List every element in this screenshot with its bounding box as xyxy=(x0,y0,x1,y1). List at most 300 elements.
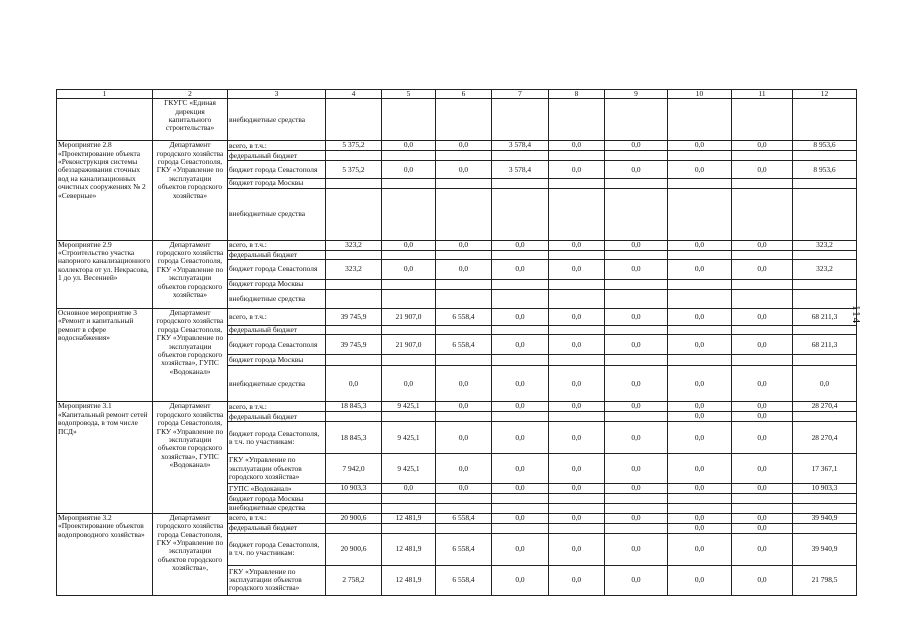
amount-cell xyxy=(793,326,857,335)
page-number: 114 xyxy=(850,305,862,325)
amount-cell xyxy=(436,523,492,533)
amount-cell xyxy=(605,179,668,188)
amount-cell: 0,0 xyxy=(436,484,492,494)
amount-cell: 0,0 xyxy=(382,260,436,280)
column-number-5: 5 xyxy=(382,90,436,99)
amount-cell xyxy=(732,504,793,513)
amount-cell: 9 425,1 xyxy=(382,422,436,454)
amount-cell: 3 578,4 xyxy=(492,161,549,179)
funding-source-cell: ГУПС «Водоканал» xyxy=(228,484,326,494)
column-number-8: 8 xyxy=(549,90,605,99)
funding-source-cell: федеральный бюджет xyxy=(228,151,326,161)
funding-source-cell: федеральный бюджет xyxy=(228,326,326,335)
amount-cell xyxy=(326,355,382,366)
amount-cell xyxy=(492,412,549,422)
amount-cell: 0,0 xyxy=(732,412,793,422)
amount-cell xyxy=(605,188,668,240)
amount-cell xyxy=(436,326,492,335)
amount-cell: 8 953,6 xyxy=(793,161,857,179)
amount-cell: 28 270,4 xyxy=(793,422,857,454)
funding-source-cell: бюджет города Москвы xyxy=(228,355,326,366)
table-row xyxy=(57,240,857,250)
amount-cell: 39 940,9 xyxy=(793,533,857,565)
amount-cell xyxy=(436,188,492,240)
amount-cell xyxy=(668,250,732,259)
amount-cell: 0,0 xyxy=(605,260,668,280)
amount-cell: 0,0 xyxy=(492,240,549,250)
funding-source-cell: внебюджетные средства xyxy=(228,290,326,309)
amount-cell xyxy=(492,290,549,309)
amount-cell xyxy=(549,179,605,188)
amount-cell: 20 900,6 xyxy=(326,513,382,523)
funding-source-cell: федеральный бюджет xyxy=(228,412,326,422)
amount-cell xyxy=(793,523,857,533)
amount-cell: 0,0 xyxy=(732,161,793,179)
amount-cell: 0,0 xyxy=(549,309,605,326)
amount-cell xyxy=(793,151,857,161)
activity-name-cell: Мероприятие 2.8 «Проектирование объекта «Реконструкция системы обеззараживания сточных вод на канализационных очистных сооружениях № 2 «Северные» xyxy=(57,141,153,240)
activity-name-cell: Мероприятие 2.9 «Строительство участка напорного канализационного коллектора от ул. Некрасова, 1 до ул. Весенней» xyxy=(57,240,153,308)
amount-cell: 39 745,9 xyxy=(326,309,382,326)
amount-cell: 0,0 xyxy=(436,141,492,151)
funding-source-cell: федеральный бюджет xyxy=(228,250,326,259)
funding-source-cell: внебюджетные средства xyxy=(228,504,326,513)
amount-cell xyxy=(668,326,732,335)
amount-cell: 0,0 xyxy=(492,402,549,412)
amount-cell xyxy=(793,504,857,513)
amount-cell xyxy=(549,280,605,290)
amount-cell: 28 270,4 xyxy=(793,402,857,412)
amount-cell: 0,0 xyxy=(382,484,436,494)
amount-cell: 0,0 xyxy=(668,260,732,280)
amount-cell: 0,0 xyxy=(605,484,668,494)
amount-cell: 0,0 xyxy=(549,422,605,454)
amount-cell xyxy=(326,188,382,240)
amount-cell xyxy=(668,280,732,290)
amount-cell: 7 942,0 xyxy=(326,454,382,484)
amount-cell: 0,0 xyxy=(492,533,549,565)
amount-cell: 0,0 xyxy=(605,402,668,412)
amount-cell xyxy=(605,99,668,141)
amount-cell xyxy=(382,99,436,141)
column-number-header-row xyxy=(57,90,857,99)
amount-cell xyxy=(436,494,492,504)
amount-cell: 0,0 xyxy=(668,412,732,422)
column-number-2: 2 xyxy=(153,90,228,99)
amount-cell xyxy=(549,504,605,513)
amount-cell: 0,0 xyxy=(605,513,668,523)
column-number-10: 10 xyxy=(668,90,732,99)
amount-cell: 9 425,1 xyxy=(382,454,436,484)
table-row xyxy=(57,309,857,326)
amount-cell: 68 211,3 xyxy=(793,335,857,355)
amount-cell xyxy=(492,179,549,188)
activity-name-cell: Мероприятие 3.2 «Проектирование объектов водопроводного хозяйства» xyxy=(57,513,153,595)
column-number-7: 7 xyxy=(492,90,549,99)
column-number-12: 12 xyxy=(793,90,857,99)
budget-table xyxy=(56,89,857,596)
amount-cell xyxy=(436,151,492,161)
amount-cell xyxy=(668,355,732,366)
amount-cell xyxy=(492,504,549,513)
amount-cell: 8 953,6 xyxy=(793,141,857,151)
funding-source-cell: всего, в т.ч.: xyxy=(228,309,326,326)
amount-cell: 0,0 xyxy=(436,454,492,484)
amount-cell: 323,2 xyxy=(326,260,382,280)
amount-cell xyxy=(549,494,605,504)
amount-cell xyxy=(732,188,793,240)
amount-cell: 12 481,9 xyxy=(382,533,436,565)
amount-cell: 0,0 xyxy=(668,523,732,533)
amount-cell xyxy=(436,355,492,366)
amount-cell xyxy=(549,151,605,161)
amount-cell xyxy=(793,494,857,504)
amount-cell xyxy=(382,355,436,366)
amount-cell xyxy=(793,188,857,240)
amount-cell: 0,0 xyxy=(668,533,732,565)
funding-source-cell: бюджет города Севастополя, в т.ч. по участникам: xyxy=(228,422,326,454)
amount-cell: 0,0 xyxy=(382,240,436,250)
funding-source-cell: всего, в т.ч.: xyxy=(228,402,326,412)
amount-cell: 6 558,4 xyxy=(436,309,492,326)
amount-cell: 0,0 xyxy=(668,309,732,326)
amount-cell: 0,0 xyxy=(436,240,492,250)
amount-cell: 0,0 xyxy=(492,454,549,484)
responsible-executor-cell: Департамент городского хозяйства города Севастополя, ГКУ «Управление по эксплуатации объектов городского хозяйства» xyxy=(153,141,228,240)
amount-cell xyxy=(605,504,668,513)
amount-cell: 0,0 xyxy=(605,141,668,151)
amount-cell: 0,0 xyxy=(549,533,605,565)
amount-cell xyxy=(549,99,605,141)
amount-cell: 0,0 xyxy=(668,335,732,355)
amount-cell: 0,0 xyxy=(605,533,668,565)
funding-source-cell: бюджет города Севастополя, в т.ч. по участникам: xyxy=(228,533,326,565)
funding-source-cell: бюджет города Москвы xyxy=(228,280,326,290)
amount-cell: 323,2 xyxy=(793,260,857,280)
amount-cell xyxy=(605,523,668,533)
amount-cell xyxy=(605,151,668,161)
amount-cell xyxy=(668,188,732,240)
amount-cell xyxy=(668,151,732,161)
amount-cell xyxy=(605,326,668,335)
amount-cell xyxy=(492,151,549,161)
funding-source-cell: внебюджетные средства xyxy=(228,366,326,402)
amount-cell: 0,0 xyxy=(732,513,793,523)
table-body xyxy=(57,90,857,596)
amount-cell xyxy=(382,280,436,290)
amount-cell: 18 845,3 xyxy=(326,402,382,412)
amount-cell xyxy=(492,523,549,533)
funding-source-cell: федеральный бюджет xyxy=(228,523,326,533)
amount-cell: 0,0 xyxy=(436,422,492,454)
amount-cell: 21 798,5 xyxy=(793,565,857,595)
amount-cell: 3 578,4 xyxy=(492,141,549,151)
funding-source-cell: всего, в т.ч.: xyxy=(228,513,326,523)
amount-cell: 323,2 xyxy=(326,240,382,250)
amount-cell: 21 907,0 xyxy=(382,309,436,326)
amount-cell: 68 211,3 xyxy=(793,309,857,326)
amount-cell: 21 907,0 xyxy=(382,335,436,355)
amount-cell xyxy=(549,290,605,309)
amount-cell xyxy=(605,250,668,259)
funding-source-cell: бюджет города Севастополя xyxy=(228,161,326,179)
amount-cell: 0,0 xyxy=(549,454,605,484)
activity-name-cell: Мероприятие 3.1 «Капитальный ремонт сетей водопровода, в том числе ПСД» xyxy=(57,402,153,513)
amount-cell xyxy=(436,179,492,188)
amount-cell xyxy=(668,504,732,513)
amount-cell: 12 481,9 xyxy=(382,513,436,523)
amount-cell: 0,0 xyxy=(549,484,605,494)
amount-cell: 0,0 xyxy=(326,366,382,402)
amount-cell xyxy=(326,250,382,259)
column-number-6: 6 xyxy=(436,90,492,99)
amount-cell: 0,0 xyxy=(605,565,668,595)
amount-cell: 9 425,1 xyxy=(382,402,436,412)
column-number-9: 9 xyxy=(605,90,668,99)
amount-cell: 0,0 xyxy=(732,240,793,250)
column-number-1: 1 xyxy=(57,90,153,99)
amount-cell: 0,0 xyxy=(492,422,549,454)
amount-cell xyxy=(382,494,436,504)
amount-cell: 0,0 xyxy=(668,402,732,412)
amount-cell xyxy=(668,290,732,309)
amount-cell: 0,0 xyxy=(732,454,793,484)
amount-cell xyxy=(382,412,436,422)
amount-cell xyxy=(436,280,492,290)
amount-cell: 0,0 xyxy=(549,260,605,280)
amount-cell: 0,0 xyxy=(732,484,793,494)
amount-cell: 0,0 xyxy=(549,565,605,595)
amount-cell xyxy=(732,355,793,366)
amount-cell xyxy=(436,250,492,259)
amount-cell xyxy=(326,494,382,504)
amount-cell xyxy=(326,412,382,422)
funding-source-cell: бюджет города Москвы xyxy=(228,179,326,188)
amount-cell xyxy=(668,179,732,188)
funding-source-cell: ГКУ «Управление по эксплуатации объектов городского хозяйства» xyxy=(228,565,326,595)
amount-cell xyxy=(382,523,436,533)
amount-cell xyxy=(326,280,382,290)
amount-cell: 0,0 xyxy=(793,366,857,402)
amount-cell: 12 481,9 xyxy=(382,565,436,595)
amount-cell: 0,0 xyxy=(492,565,549,595)
amount-cell: 0,0 xyxy=(605,240,668,250)
amount-cell: 0,0 xyxy=(668,565,732,595)
amount-cell xyxy=(668,99,732,141)
amount-cell: 0,0 xyxy=(668,141,732,151)
amount-cell xyxy=(436,504,492,513)
amount-cell xyxy=(793,280,857,290)
funding-source-cell: всего, в т.ч.: xyxy=(228,141,326,151)
amount-cell xyxy=(605,412,668,422)
funding-source-cell: всего, в т.ч.: xyxy=(228,240,326,250)
funding-source-cell: внебюджетные средства xyxy=(228,99,326,141)
amount-cell xyxy=(732,250,793,259)
amount-cell: 6 558,4 xyxy=(436,533,492,565)
amount-cell: 10 903,3 xyxy=(326,484,382,494)
amount-cell: 0,0 xyxy=(382,366,436,402)
amount-cell xyxy=(382,151,436,161)
table-row xyxy=(57,99,857,141)
amount-cell xyxy=(326,99,382,141)
amount-cell xyxy=(492,494,549,504)
amount-cell: 10 903,3 xyxy=(793,484,857,494)
amount-cell xyxy=(492,280,549,290)
table-row xyxy=(57,513,857,523)
responsible-executor-cell: Департамент городского хозяйства города Севастополя, ГКУ «Управление по эксплуатации объектов городского хозяйства», ГУПС «Водоканал» xyxy=(153,402,228,513)
amount-cell: 0,0 xyxy=(492,335,549,355)
amount-cell: 5 375,2 xyxy=(326,141,382,151)
amount-cell: 0,0 xyxy=(549,161,605,179)
amount-cell xyxy=(732,326,793,335)
amount-cell xyxy=(605,290,668,309)
responsible-executor-cell: Департамент городского хозяйства города Севастополя, ГКУ «Управление по эксплуатации объектов городского хозяйства» xyxy=(153,240,228,308)
table-row xyxy=(57,402,857,412)
amount-cell: 0,0 xyxy=(492,309,549,326)
amount-cell: 0,0 xyxy=(549,402,605,412)
amount-cell: 0,0 xyxy=(605,161,668,179)
amount-cell xyxy=(605,280,668,290)
amount-cell: 0,0 xyxy=(732,366,793,402)
amount-cell xyxy=(732,179,793,188)
amount-cell: 0,0 xyxy=(549,335,605,355)
column-number-3: 3 xyxy=(228,90,326,99)
amount-cell xyxy=(793,412,857,422)
amount-cell: 0,0 xyxy=(732,422,793,454)
amount-cell: 0,0 xyxy=(605,366,668,402)
amount-cell: 0,0 xyxy=(668,513,732,523)
column-number-4: 4 xyxy=(326,90,382,99)
amount-cell: 0,0 xyxy=(492,484,549,494)
amount-cell: 0,0 xyxy=(732,533,793,565)
amount-cell xyxy=(549,188,605,240)
amount-cell: 0,0 xyxy=(436,402,492,412)
amount-cell xyxy=(793,99,857,141)
amount-cell: 0,0 xyxy=(605,309,668,326)
amount-cell xyxy=(549,523,605,533)
amount-cell: 17 367,1 xyxy=(793,454,857,484)
amount-cell xyxy=(382,250,436,259)
amount-cell xyxy=(436,290,492,309)
amount-cell: 0,0 xyxy=(732,335,793,355)
amount-cell: 6 558,4 xyxy=(436,335,492,355)
amount-cell xyxy=(605,494,668,504)
amount-cell: 0,0 xyxy=(492,513,549,523)
responsible-executor-cell: ГКУГС «Единая дирекция капитального строительства» xyxy=(153,99,228,141)
amount-cell: 0,0 xyxy=(732,309,793,326)
column-number-11: 11 xyxy=(732,90,793,99)
amount-cell xyxy=(732,290,793,309)
amount-cell xyxy=(326,504,382,513)
amount-cell xyxy=(492,355,549,366)
amount-cell: 18 845,3 xyxy=(326,422,382,454)
amount-cell xyxy=(732,494,793,504)
funding-source-cell: ГКУ «Управление по эксплуатации объектов городского хозяйства» xyxy=(228,454,326,484)
amount-cell: 0,0 xyxy=(436,366,492,402)
amount-cell xyxy=(382,504,436,513)
amount-cell: 0,0 xyxy=(492,366,549,402)
amount-cell xyxy=(326,179,382,188)
amount-cell xyxy=(549,326,605,335)
amount-cell xyxy=(382,179,436,188)
funding-source-cell: внебюджетные средства xyxy=(228,188,326,240)
amount-cell: 0,0 xyxy=(732,141,793,151)
amount-cell xyxy=(793,355,857,366)
amount-cell: 0,0 xyxy=(549,366,605,402)
funding-source-cell: бюджет города Москвы xyxy=(228,494,326,504)
amount-cell xyxy=(382,290,436,309)
amount-cell xyxy=(492,188,549,240)
amount-cell: 0,0 xyxy=(605,454,668,484)
responsible-executor-cell: Департамент городского хозяйства города Севастополя, ГКУ «Управление по эксплуатации объектов городского хозяйства», xyxy=(153,513,228,595)
amount-cell xyxy=(492,99,549,141)
funding-source-cell: бюджет города Севастополя xyxy=(228,335,326,355)
amount-cell: 39 745,9 xyxy=(326,335,382,355)
amount-cell xyxy=(793,250,857,259)
amount-cell xyxy=(793,179,857,188)
amount-cell: 20 900,6 xyxy=(326,533,382,565)
funding-source-cell: бюджет города Севастополя xyxy=(228,260,326,280)
amount-cell xyxy=(793,290,857,309)
amount-cell xyxy=(549,412,605,422)
amount-cell xyxy=(382,188,436,240)
amount-cell: 0,0 xyxy=(549,141,605,151)
activity-name-cell: Основное мероприятие 3 «Ремонт и капитальный ремонт в сфере водоснабжения» xyxy=(57,309,153,402)
amount-cell xyxy=(732,151,793,161)
amount-cell: 0,0 xyxy=(492,260,549,280)
amount-cell: 0,0 xyxy=(382,161,436,179)
amount-cell: 0,0 xyxy=(732,565,793,595)
amount-cell: 0,0 xyxy=(668,484,732,494)
amount-cell xyxy=(668,494,732,504)
amount-cell xyxy=(605,355,668,366)
amount-cell xyxy=(436,99,492,141)
responsible-executor-cell: Департамент городского хозяйства города Севастополя, ГКУ «Управление по эксплуатации объектов городского хозяйства», ГУПС «Водоканал» xyxy=(153,309,228,402)
amount-cell xyxy=(326,290,382,309)
amount-cell xyxy=(326,326,382,335)
amount-cell xyxy=(732,99,793,141)
amount-cell: 0,0 xyxy=(436,161,492,179)
amount-cell xyxy=(436,412,492,422)
amount-cell: 0,0 xyxy=(668,366,732,402)
amount-cell: 0,0 xyxy=(668,240,732,250)
amount-cell: 0,0 xyxy=(549,240,605,250)
amount-cell: 0,0 xyxy=(668,161,732,179)
amount-cell xyxy=(326,151,382,161)
amount-cell: 0,0 xyxy=(732,402,793,412)
table-row xyxy=(57,141,857,151)
amount-cell xyxy=(549,250,605,259)
amount-cell xyxy=(382,326,436,335)
amount-cell xyxy=(492,326,549,335)
amount-cell: 0,0 xyxy=(605,422,668,454)
amount-cell: 39 940,9 xyxy=(793,513,857,523)
amount-cell: 0,0 xyxy=(436,260,492,280)
amount-cell: 0,0 xyxy=(549,513,605,523)
amount-cell: 5 375,2 xyxy=(326,161,382,179)
amount-cell: 0,0 xyxy=(732,523,793,533)
amount-cell: 0,0 xyxy=(605,335,668,355)
amount-cell: 6 558,4 xyxy=(436,513,492,523)
activity-name-cell xyxy=(57,99,153,141)
amount-cell xyxy=(326,523,382,533)
amount-cell xyxy=(492,250,549,259)
amount-cell: 0,0 xyxy=(668,454,732,484)
amount-cell xyxy=(732,280,793,290)
amount-cell: 0,0 xyxy=(382,141,436,151)
amount-cell: 0,0 xyxy=(668,422,732,454)
amount-cell: 323,2 xyxy=(793,240,857,250)
